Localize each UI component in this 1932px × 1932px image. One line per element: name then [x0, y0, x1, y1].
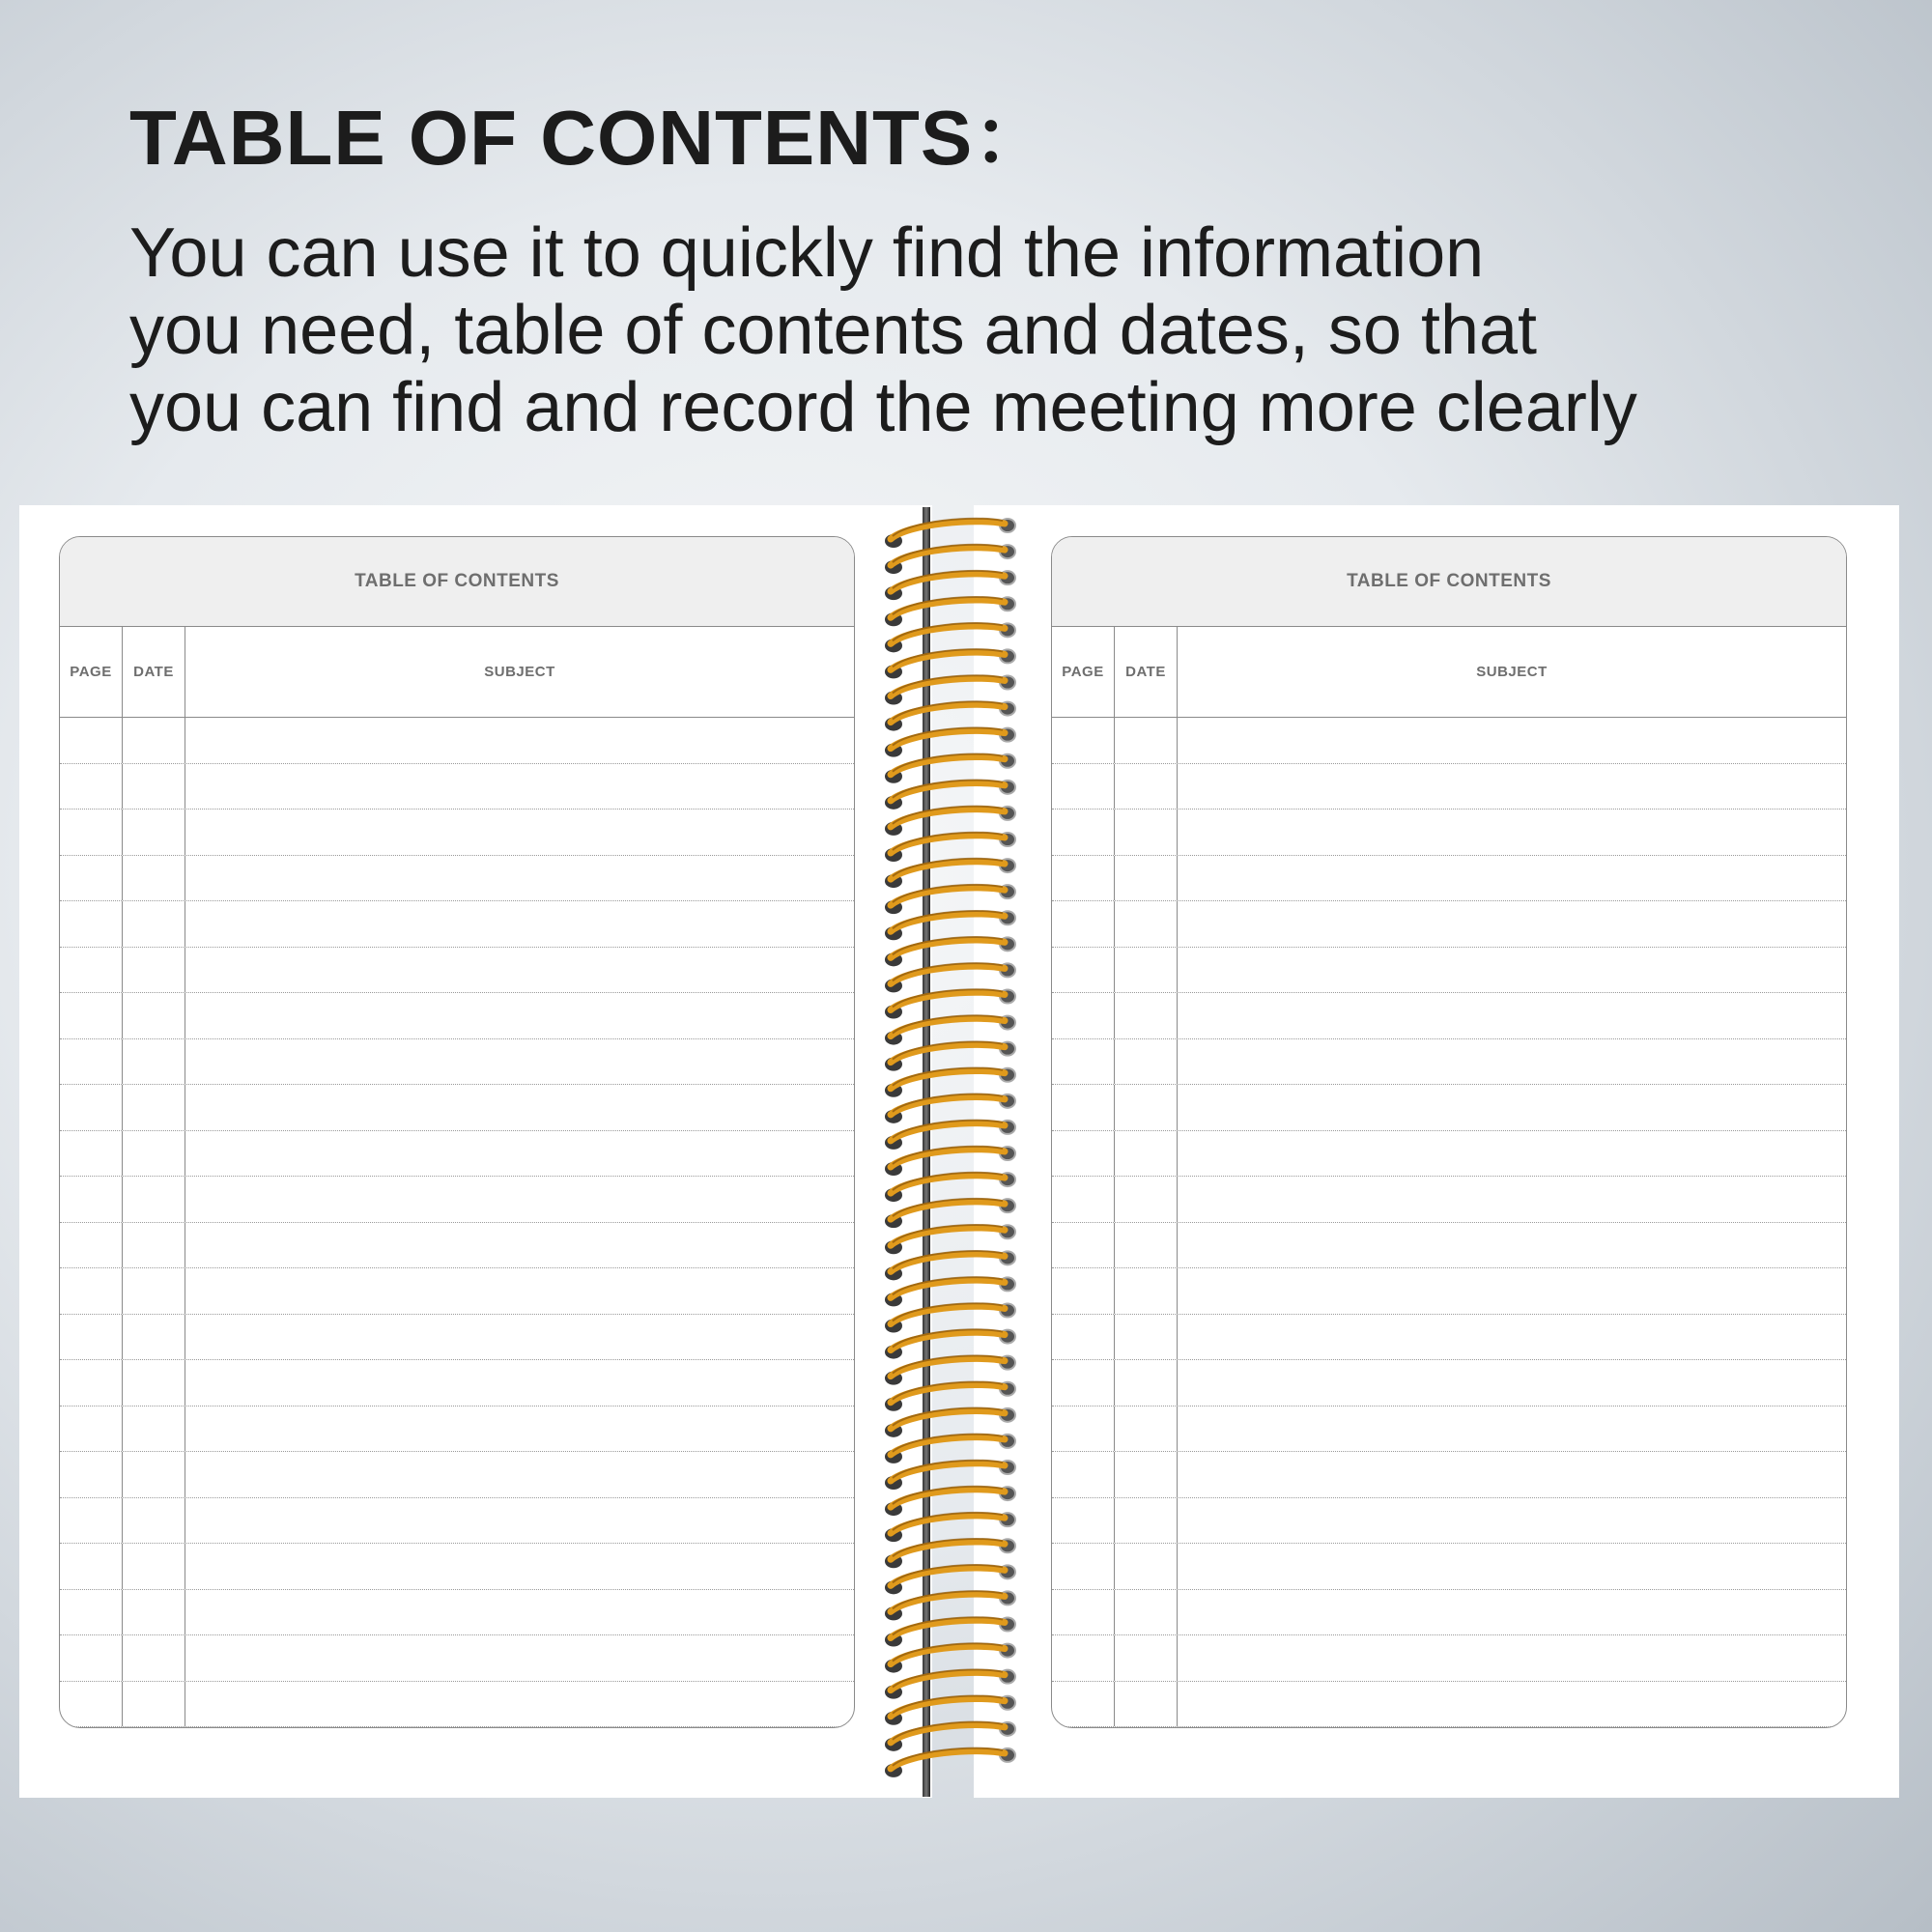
row-cell-date: [1115, 1131, 1178, 1177]
coil-loop: [891, 1358, 1005, 1376]
row-cell-page: [60, 856, 123, 901]
row-cell-subject: [1178, 1131, 1846, 1177]
row-cell-page: [60, 1682, 123, 1727]
row-cell-page: [60, 718, 123, 763]
coil-loop: [891, 914, 1005, 931]
coil-loop: [891, 1516, 1005, 1533]
table-row: [1052, 764, 1846, 810]
row-cell-page: [1052, 1682, 1115, 1727]
coil-loop: [891, 1280, 1005, 1297]
row-cell-date: [1115, 856, 1178, 901]
column-header-date: DATE: [1115, 627, 1178, 717]
coil-loop: [891, 783, 1005, 801]
row-cell-subject: [1178, 810, 1846, 855]
row-cell-subject: [1178, 1223, 1846, 1268]
coil-loop: [891, 1594, 1005, 1611]
coil-loop: [891, 1306, 1005, 1323]
row-cell-subject: [185, 810, 854, 855]
row-cell-subject: [185, 1177, 854, 1222]
coil-loop: [891, 600, 1005, 617]
row-cell-page: [60, 1268, 123, 1314]
coil-loop: [891, 548, 1005, 565]
table-row: [60, 948, 854, 994]
toc-table-left: [59, 536, 855, 1728]
row-cell-page: [1052, 993, 1115, 1038]
row-cell-page: [1052, 1315, 1115, 1360]
row-cell-date: [1115, 810, 1178, 855]
row-cell-subject: [1178, 856, 1846, 901]
coil-loop: [891, 940, 1005, 957]
row-cell-subject: [1178, 993, 1846, 1038]
column-header-page: PAGE: [1052, 627, 1115, 717]
row-cell-subject: [1178, 764, 1846, 810]
toc-column-headers: [60, 627, 854, 718]
row-cell-date: [123, 1315, 185, 1360]
row-cell-page: [60, 1223, 123, 1268]
row-cell-date: [1115, 1682, 1178, 1727]
row-cell-subject: [185, 901, 854, 947]
row-cell-date: [1115, 1452, 1178, 1497]
row-cell-subject: [185, 764, 854, 810]
coil-loop: [891, 1542, 1005, 1559]
row-cell-page: [1052, 1360, 1115, 1406]
column-header-subject: SUBJECT: [484, 664, 555, 680]
row-cell-page: [1052, 1039, 1115, 1085]
table-row: [60, 901, 854, 948]
row-cell-page: [1052, 1131, 1115, 1177]
table-row: [60, 1452, 854, 1498]
row-cell-page: [1052, 1406, 1115, 1452]
row-cell-page: [1052, 1085, 1115, 1130]
row-cell-page: [1052, 856, 1115, 901]
row-cell-date: [123, 1498, 185, 1544]
table-row: [60, 856, 854, 902]
row-cell-page: [60, 1452, 123, 1497]
table-row: [1052, 1452, 1846, 1498]
row-cell-page: [60, 901, 123, 947]
row-cell-date: [1115, 1544, 1178, 1589]
row-cell-subject: [185, 993, 854, 1038]
row-cell-page: [60, 1085, 123, 1130]
coil-loop: [891, 1070, 1005, 1088]
coil-loop: [891, 1751, 1005, 1769]
column-header-page: PAGE: [60, 627, 123, 717]
coil-loop: [891, 1620, 1005, 1637]
row-cell-page: [1052, 948, 1115, 993]
row-cell-date: [1115, 764, 1178, 810]
row-cell-date: [1115, 718, 1178, 763]
row-cell-date: [123, 1590, 185, 1635]
row-cell-page: [60, 1131, 123, 1177]
spiral-binding: [869, 512, 1024, 1797]
coil-loop: [891, 1463, 1005, 1481]
toc-title: TABLE OF CONTENTS: [1052, 537, 1846, 627]
table-row: [1052, 810, 1846, 856]
coil-loop: [891, 1097, 1005, 1115]
toc-title: TABLE OF CONTENTS: [60, 537, 854, 627]
row-cell-subject: [185, 718, 854, 763]
row-cell-date: [123, 993, 185, 1038]
row-cell-date: [123, 1360, 185, 1406]
table-row: [1052, 1498, 1846, 1545]
row-cell-date: [123, 1177, 185, 1222]
table-row: [60, 1268, 854, 1315]
table-row: [1052, 1544, 1846, 1590]
row-cell-subject: [1178, 901, 1846, 947]
row-cell-subject: [185, 1268, 854, 1314]
table-row: [1052, 1406, 1846, 1453]
row-cell-date: [1115, 1635, 1178, 1681]
table-row: [1052, 1315, 1846, 1361]
coil-loop: [891, 1568, 1005, 1585]
table-row: [60, 718, 854, 764]
row-cell-date: [1115, 1223, 1178, 1268]
row-cell-page: [60, 1544, 123, 1589]
description-line: You can use it to quickly find the information: [129, 214, 1485, 292]
row-cell-subject: [1178, 1682, 1846, 1727]
table-row: [1052, 1039, 1846, 1086]
row-cell-page: [1052, 718, 1115, 763]
table-row: [60, 764, 854, 810]
row-cell-subject: [185, 1360, 854, 1406]
row-cell-page: [1052, 1544, 1115, 1589]
table-row: [60, 1682, 854, 1728]
row-cell-page: [60, 1498, 123, 1544]
table-row: [60, 1635, 854, 1682]
row-cell-page: [60, 1039, 123, 1085]
row-cell-subject: [1178, 1498, 1846, 1544]
row-cell-subject: [185, 1498, 854, 1544]
table-row: [60, 1177, 854, 1223]
row-cell-subject: [185, 1039, 854, 1085]
row-cell-subject: [185, 1315, 854, 1360]
row-cell-page: [1052, 1452, 1115, 1497]
coil-loop: [891, 1228, 1005, 1245]
row-cell-subject: [185, 1085, 854, 1130]
row-cell-date: [1115, 1360, 1178, 1406]
table-row: [1052, 1682, 1846, 1728]
row-cell-subject: [1178, 1635, 1846, 1681]
coil-loop: [891, 1123, 1005, 1141]
table-row: [60, 1590, 854, 1636]
row-cell-subject: [185, 1635, 854, 1681]
toc-column-headers: [1052, 627, 1846, 718]
row-cell-date: [1115, 1590, 1178, 1635]
table-row: [60, 1315, 854, 1361]
row-cell-subject: [1178, 1452, 1846, 1497]
coil-loop: [891, 574, 1005, 591]
row-cell-date: [123, 1406, 185, 1452]
coil-loop: [891, 756, 1005, 774]
row-cell-date: [123, 1452, 185, 1497]
table-row: [1052, 948, 1846, 994]
row-cell-subject: [1178, 718, 1846, 763]
row-cell-page: [60, 1360, 123, 1406]
description-line: you need, table of contents and dates, so that: [129, 292, 1538, 369]
row-cell-subject: [185, 1590, 854, 1635]
row-cell-page: [60, 1406, 123, 1452]
table-row: [60, 993, 854, 1039]
row-cell-subject: [1178, 1177, 1846, 1222]
row-cell-page: [1052, 1590, 1115, 1635]
coil-loop: [891, 1044, 1005, 1062]
table-row: [1052, 1590, 1846, 1636]
toc-rows: [60, 718, 854, 1727]
row-cell-subject: [185, 1682, 854, 1727]
table-row: [1052, 1131, 1846, 1178]
table-row: [60, 810, 854, 856]
table-row: [1052, 993, 1846, 1039]
headline: TABLE OF CONTENTS：: [129, 95, 1052, 181]
coil-loop: [891, 1437, 1005, 1455]
coil-loop: [891, 1384, 1005, 1402]
table-row: [60, 1085, 854, 1131]
coil-loop: [891, 1018, 1005, 1036]
row-cell-subject: [185, 1452, 854, 1497]
coil-loop: [891, 1490, 1005, 1507]
table-row: [1052, 856, 1846, 902]
coil-loop: [891, 836, 1005, 853]
row-cell-date: [123, 1085, 185, 1130]
row-cell-page: [60, 1177, 123, 1222]
coil-loop: [891, 704, 1005, 722]
coil-loop: [891, 1150, 1005, 1167]
row-cell-date: [123, 810, 185, 855]
table-row: [1052, 1085, 1846, 1131]
row-cell-date: [123, 718, 185, 763]
table-row: [1052, 1268, 1846, 1315]
table-row: [1052, 1223, 1846, 1269]
row-cell-date: [1115, 1039, 1178, 1085]
row-cell-page: [1052, 1177, 1115, 1222]
row-cell-date: [123, 1268, 185, 1314]
row-cell-subject: [185, 856, 854, 901]
row-cell-date: [123, 1223, 185, 1268]
row-cell-subject: [185, 1544, 854, 1589]
row-cell-subject: [1178, 1085, 1846, 1130]
table-row: [60, 1544, 854, 1590]
row-cell-date: [1115, 1498, 1178, 1544]
coil-loop: [891, 1332, 1005, 1350]
row-cell-page: [1052, 901, 1115, 947]
coil-loop: [891, 1725, 1005, 1743]
table-row: [60, 1360, 854, 1406]
coil-loop: [891, 1202, 1005, 1219]
coil-loop: [891, 1176, 1005, 1193]
table-row: [1052, 901, 1846, 948]
row-cell-page: [60, 1590, 123, 1635]
row-cell-date: [1115, 993, 1178, 1038]
table-row: [1052, 1177, 1846, 1223]
row-cell-subject: [1178, 1268, 1846, 1314]
row-cell-subject: [1178, 948, 1846, 993]
row-cell-page: [1052, 1268, 1115, 1314]
coil-loop: [891, 810, 1005, 827]
row-cell-page: [60, 993, 123, 1038]
table-row: [60, 1406, 854, 1453]
row-cell-page: [60, 1315, 123, 1360]
row-cell-page: [60, 948, 123, 993]
table-row: [1052, 1360, 1846, 1406]
row-cell-page: [1052, 1498, 1115, 1544]
row-cell-subject: [185, 1131, 854, 1177]
coil-loop: [891, 522, 1005, 539]
toc-table-right: [1051, 536, 1847, 1728]
row-cell-date: [123, 901, 185, 947]
row-cell-page: [1052, 810, 1115, 855]
row-cell-subject: [185, 948, 854, 993]
coil-loop: [891, 678, 1005, 696]
row-cell-date: [123, 1635, 185, 1681]
row-cell-date: [1115, 1406, 1178, 1452]
row-cell-page: [1052, 1223, 1115, 1268]
coil-loop: [891, 1698, 1005, 1716]
row-cell-subject: [1178, 1544, 1846, 1589]
row-cell-page: [60, 1635, 123, 1681]
table-row: [60, 1131, 854, 1178]
coil-loop: [891, 626, 1005, 643]
toc-rows: [1052, 718, 1846, 1727]
coil-loop: [891, 1411, 1005, 1429]
row-cell-date: [123, 764, 185, 810]
row-cell-date: [123, 856, 185, 901]
coil-loop: [891, 730, 1005, 748]
coil-loop: [891, 652, 1005, 669]
coil-loop: [891, 888, 1005, 905]
row-cell-date: [1115, 948, 1178, 993]
row-cell-page: [60, 764, 123, 810]
row-cell-date: [1115, 1177, 1178, 1222]
description: [129, 214, 1637, 446]
row-cell-subject: [1178, 1039, 1846, 1085]
row-cell-subject: [185, 1406, 854, 1452]
row-cell-date: [123, 1131, 185, 1177]
row-cell-date: [123, 1682, 185, 1727]
row-cell-date: [1115, 901, 1178, 947]
column-header-date: DATE: [123, 627, 185, 717]
row-cell-subject: [1178, 1315, 1846, 1360]
row-cell-subject: [1178, 1406, 1846, 1452]
row-cell-subject: [185, 1223, 854, 1268]
coil-loop: [891, 1672, 1005, 1690]
row-cell-subject: [1178, 1590, 1846, 1635]
table-row: [60, 1498, 854, 1545]
table-row: [60, 1223, 854, 1269]
coil-loop: [891, 966, 1005, 983]
table-row: [1052, 1635, 1846, 1682]
coil-loop: [891, 862, 1005, 879]
row-cell-date: [123, 948, 185, 993]
table-row: [1052, 718, 1846, 764]
column-header-subject: SUBJECT: [1476, 664, 1548, 680]
row-cell-subject: [1178, 1360, 1846, 1406]
coil-loop: [891, 1646, 1005, 1663]
row-cell-date: [123, 1544, 185, 1589]
description-line: you can find and record the meeting more clearly: [129, 369, 1637, 446]
row-cell-date: [1115, 1268, 1178, 1314]
table-row: [60, 1039, 854, 1086]
row-cell-page: [1052, 764, 1115, 810]
row-cell-date: [1115, 1085, 1178, 1130]
row-cell-page: [1052, 1635, 1115, 1681]
row-cell-date: [1115, 1315, 1178, 1360]
coil-loop: [891, 1254, 1005, 1271]
row-cell-date: [123, 1039, 185, 1085]
row-cell-page: [60, 810, 123, 855]
coil-loop: [891, 992, 1005, 1009]
